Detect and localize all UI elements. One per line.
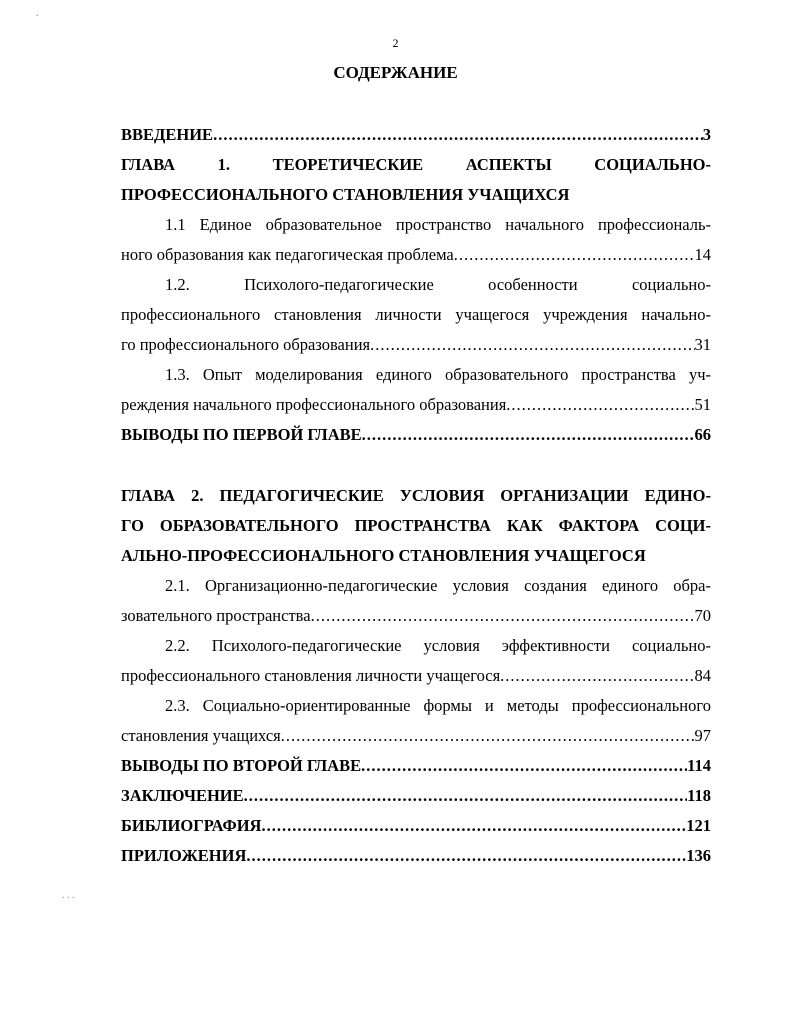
toc-entry-last-line xyxy=(121,661,711,691)
toc-entry-page: 118 xyxy=(687,786,711,805)
toc-entry-page: 84 xyxy=(694,666,711,685)
chapter-1-heading-line[interactable]: ГЛАВА 1. ТЕОРЕТИЧЕСКИЕ АСПЕКТЫ СОЦИАЛЬНО- xyxy=(121,155,711,174)
dot-leader xyxy=(281,721,695,751)
toc-entry-last-line xyxy=(121,721,711,751)
toc-entry-title: го профессионального образования xyxy=(121,335,371,354)
dot-leader xyxy=(213,120,703,150)
dot-leader xyxy=(261,811,686,841)
toc-entry-title: БИБЛИОГРАФИЯ xyxy=(121,816,262,835)
toc-entry-line: 2.3. Социально-ориентированные формы и методы профессионального xyxy=(165,696,711,715)
dot-leader xyxy=(244,781,688,811)
scan-speck: . xyxy=(36,8,39,19)
toc-entry-appendices[interactable] xyxy=(121,841,711,871)
toc-entry-line: 2.1. Организационно-педагогические условия создания единого обра- xyxy=(165,576,711,595)
dot-leader xyxy=(311,601,695,631)
page-title: СОДЕРЖАНИЕ xyxy=(333,63,458,82)
dot-leader xyxy=(454,240,695,270)
toc-entry-title: ПРИЛОЖЕНИЯ xyxy=(121,846,247,865)
toc-entry-page: 114 xyxy=(687,756,711,775)
toc-entry-section-1-1[interactable] xyxy=(121,210,711,270)
toc-entry-section-2-2[interactable] xyxy=(121,631,711,691)
dot-leader xyxy=(370,330,694,360)
dot-leader xyxy=(362,420,695,450)
spacer xyxy=(121,450,711,481)
toc-entry-page: 121 xyxy=(686,816,711,835)
toc-entry-conclusion[interactable] xyxy=(121,781,711,811)
toc-entry-line: 1.1 Единое образовательное пространство начального профессиональ- xyxy=(165,215,711,234)
toc-entry-title: реждения начального профессионального образования xyxy=(121,395,507,414)
toc-entry-line: 1.3. Опыт моделирования единого образовательного пространства уч- xyxy=(165,365,711,384)
toc-entry-page: 14 xyxy=(694,245,711,264)
toc-entry-section-2-1[interactable] xyxy=(121,571,711,631)
dot-leader xyxy=(246,841,686,871)
toc-entry-page: 97 xyxy=(694,726,711,745)
toc-entry-title: ВЫВОДЫ ПО ВТОРОЙ ГЛАВЕ xyxy=(121,756,362,775)
toc-entry-section-2-3[interactable] xyxy=(121,691,711,751)
dot-leader xyxy=(506,390,694,420)
toc-entry-chapter-2-conclusion[interactable] xyxy=(121,751,711,781)
toc-entry-title: профессионального становления личности учащегося xyxy=(121,666,501,685)
chapter-2-heading-line[interactable]: АЛЬНО-ПРОФЕССИОНАЛЬНОГО СТАНОВЛЕНИЯ УЧАЩЕГОСЯ xyxy=(121,546,646,565)
toc-entry-title: ЗАКЛЮЧЕНИЕ xyxy=(121,786,244,805)
chapter-2-heading-line[interactable]: ГЛАВА 2. ПЕДАГОГИЧЕСКИЕ УСЛОВИЯ ОРГАНИЗАЦИИ ЕДИНО- xyxy=(121,486,711,505)
table-of-contents xyxy=(121,120,711,871)
toc-entry-title: ВЫВОДЫ ПО ПЕРВОЙ ГЛАВЕ xyxy=(121,425,362,444)
toc-entry-introduction[interactable] xyxy=(121,120,711,150)
toc-entry-last-line xyxy=(121,240,711,270)
page-number: 2 xyxy=(392,36,399,50)
toc-entry-page: 3 xyxy=(702,125,711,144)
toc-entry-bibliography[interactable] xyxy=(121,811,711,841)
toc-entry-title: ного образования как педагогическая проблема xyxy=(121,245,454,264)
toc-entry-page: 66 xyxy=(694,425,711,444)
toc-entry-page: 70 xyxy=(694,606,711,625)
scan-speck: . . . xyxy=(62,890,75,901)
chapter-1-heading-line[interactable]: ПРОФЕССИОНАЛЬНОГО СТАНОВЛЕНИЯ УЧАЩИХСЯ xyxy=(121,185,570,204)
toc-entry-section-1-3[interactable] xyxy=(121,360,711,420)
toc-entry-page: 136 xyxy=(686,846,711,865)
dot-leader xyxy=(361,751,687,781)
toc-entry-title: становления учащихся xyxy=(121,726,281,745)
toc-entry-line: профессионального становления личности учащегося учреждения начально- xyxy=(121,305,711,324)
toc-entry-line: 2.2. Психолого-педагогические условия эффективности социально- xyxy=(165,636,711,655)
toc-entry-title: зовательного пространства xyxy=(121,606,311,625)
toc-entry-last-line xyxy=(121,390,711,420)
toc-entry-last-line xyxy=(121,330,711,360)
toc-entry-line: 1.2. Психолого-педагогические особенности социально- xyxy=(165,275,711,294)
toc-entry-page: 31 xyxy=(694,335,711,354)
toc-entry-page: 51 xyxy=(694,395,711,414)
toc-entry-last-line xyxy=(121,601,711,631)
chapter-2-heading-line[interactable]: ГО ОБРАЗОВАТЕЛЬНОГО ПРОСТРАНСТВА КАК ФАКТОРА СОЦИ- xyxy=(121,516,711,535)
toc-entry-title: ВВЕДЕНИЕ xyxy=(121,125,214,144)
toc-entry-chapter-1-conclusion[interactable] xyxy=(121,420,711,450)
toc-entry-section-1-2[interactable] xyxy=(121,270,711,360)
dot-leader xyxy=(500,661,694,691)
